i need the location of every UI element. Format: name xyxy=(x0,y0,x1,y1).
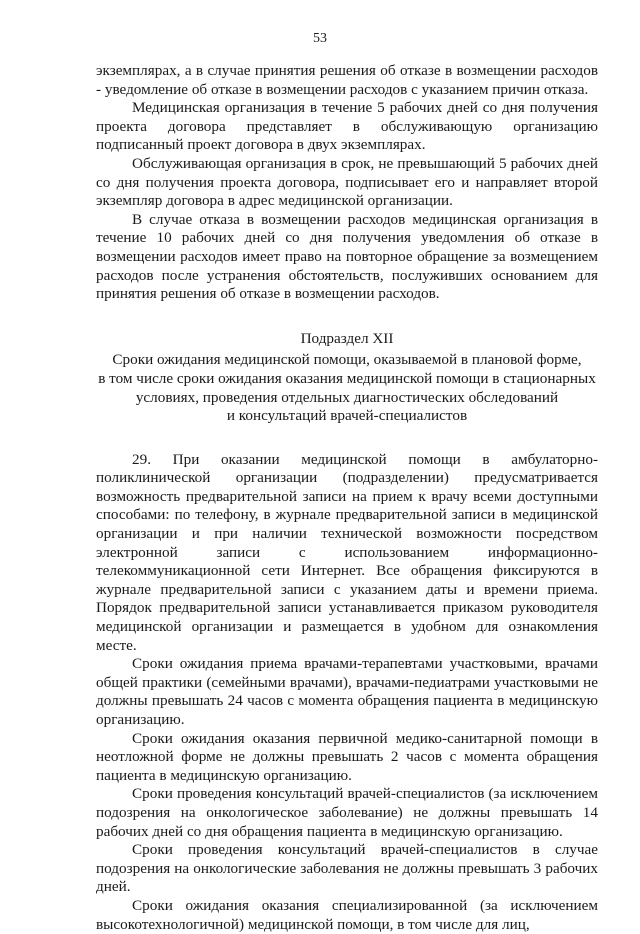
paragraph: Обслуживающая организация в срок, не превышающий 5 рабочих дней со дня получения проекта договора, подписывает его и направляет второй экземпляр договора в адрес медицинской организации. xyxy=(96,154,598,210)
section-title-line: условиях, проведения отдельных диагностических обследований xyxy=(135,388,559,406)
section-title-line: в том числе сроки ожидания оказания медицинской помощи в стационарных xyxy=(98,369,596,387)
document-body xyxy=(96,62,598,934)
bottom-paragraphs xyxy=(96,451,598,934)
section-title-line: Сроки ожидания медицинской помощи, оказываемой в плановой форме, xyxy=(112,351,582,369)
paragraph: Сроки ожидания оказания специализированной (за исключением высокотехнологичной) медицинской помощи, в том числе для лиц, xyxy=(96,896,598,933)
section-heading xyxy=(96,330,598,426)
paragraph: экземплярах, а в случае принятия решения об отказе в возмещении расходов - уведомление об отказе в возмещении расходов с указанием причин отказа. xyxy=(96,62,598,98)
paragraph: Сроки проведения консультаций врачей-специалистов в случае подозрения на онкологические заболевания не должны превышать 3 рабочих дней. xyxy=(96,841,598,896)
paragraph: 29. При оказании медицинской помощи в амбулаторно-поликлинической организации (подразделении) предусматривается возможность предварительной записи на прием к врачу всеми доступными способами: по телефону, в журнале предварительной записи в медицинской организации и при наличии технической возможности посредством электронной записи с использованием информационно-телекоммуникационной сети Интернет. Все обращения фиксируются в журнале предварительной записи с указанием даты и времени приема. Порядок предварительной записи устанавливается приказом руководителя медицинской организации и размещается в удобном для ознакомления месте. xyxy=(96,450,598,654)
page-number: 53 xyxy=(313,31,327,46)
subsection-title: Подраздел XII xyxy=(300,329,394,347)
paragraph: Сроки проведения консультаций врачей-специалистов (за исключением подозрения на онкологическое заболевание) не должны превышать 14 рабочих дней со дня обращения пациента в медицинскую организацию. xyxy=(96,785,598,840)
paragraph: Медицинская организация в течение 5 рабочих дней со дня получения проекта договора представляет в обслуживающую организацию подписанный проект договора в двух экземплярах. xyxy=(96,99,598,154)
paragraph: В случае отказа в возмещении расходов медицинская организация в течение 10 рабочих дней со дня получения уведомления об отказе в возмещении расходов имеет право на повторное обращение за возмещением расходов после устранения обстоятельств, послуживших основанием для принятия решения об отказе в возмещении расходов. xyxy=(96,210,598,303)
section-title-line: и консультаций врачей-специалистов xyxy=(226,407,468,425)
paragraph: Сроки ожидания оказания первичной медико-санитарной помощи в неотложной форме не должны превышать 2 часов с момента обращения пациента в медицинскую организацию. xyxy=(96,729,598,784)
top-paragraphs xyxy=(96,62,598,304)
paragraph: Сроки ожидания приема врачами-терапевтами участковыми, врачами общей практики (семейными врачами), врачами-педиатрами участковыми не должны превышать 24 часов с момента обращения пациента в медицинскую организацию. xyxy=(96,655,598,728)
